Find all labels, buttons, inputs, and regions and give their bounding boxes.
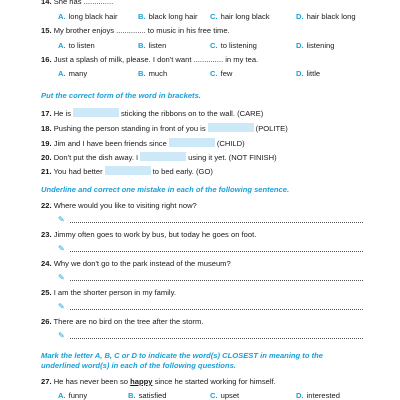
section-heading-correct-mistake: Underline and correct one mistake in each of the following sentence.: [41, 185, 290, 194]
answer-blank[interactable]: [208, 123, 254, 132]
question-24: [41, 260, 231, 269]
option-b[interactable]: B. much: [138, 69, 168, 78]
question-number: 15.: [41, 26, 52, 35]
pencil-icon: ✎: [58, 331, 65, 340]
question-number: 24.: [41, 259, 52, 268]
pencil-icon: ✎: [58, 273, 65, 282]
question-14: [41, 0, 113, 7]
question-number: 16.: [41, 55, 52, 64]
question-19: 19. Jim and I have been friends since (CHILD): [41, 139, 245, 148]
option-c[interactable]: C. hair long black: [210, 12, 270, 21]
answer-line[interactable]: [58, 245, 363, 254]
answer-line[interactable]: [58, 274, 363, 283]
answer-line[interactable]: [58, 303, 363, 312]
option-b[interactable]: B. satisfied: [128, 391, 167, 400]
question-16-options: [58, 70, 378, 80]
option-a[interactable]: A. many: [58, 69, 88, 78]
option-a[interactable]: A. to listen: [58, 41, 95, 50]
option-c[interactable]: C. to listening: [210, 41, 257, 50]
question-23: [41, 231, 256, 240]
question-number: 17.: [41, 109, 52, 118]
question-15: [41, 27, 230, 36]
question-16: [41, 56, 258, 65]
answer-blank[interactable]: [140, 152, 186, 161]
option-c[interactable]: C. upset: [210, 391, 240, 400]
option-b[interactable]: B. listen: [138, 41, 167, 50]
question-26: [41, 318, 203, 327]
question-27: 27. He has never been so happy since he started working for himself.: [41, 377, 276, 386]
option-d[interactable]: D. little: [296, 69, 321, 78]
question-number: 20.: [41, 153, 52, 162]
question-number: 14.: [41, 0, 52, 6]
question-17: 17. He is sticking the ribbons on to the wall. (CARE): [41, 109, 264, 118]
answer-line[interactable]: [58, 216, 363, 225]
question-27-options: [58, 392, 378, 400]
question-text: She has ..............: [53, 0, 114, 6]
option-b[interactable]: B. black long hair: [138, 12, 198, 21]
question-21: 21. You had better to bed early. (GO): [41, 167, 213, 176]
question-text: Jimmy often goes to work by bus, but today he goes on foot.: [53, 230, 257, 239]
question-number: 21.: [41, 167, 52, 176]
option-a[interactable]: A. funny: [58, 391, 88, 400]
question-text: Where would you like to visiting right now?: [53, 201, 197, 210]
question-20: 20. Don't put the dish away. I using it yet. (NOT FINISH): [41, 153, 277, 162]
question-text: My brother enjoys .............. to music in his free time.: [53, 26, 230, 35]
question-number: 26.: [41, 317, 52, 326]
option-c[interactable]: C. few: [210, 69, 233, 78]
question-number: 25.: [41, 288, 52, 297]
question-25: [41, 289, 176, 298]
answer-blank[interactable]: [73, 108, 119, 117]
question-18: 18. Pushing the person standing in front of you is (POLITE): [41, 124, 288, 133]
question-number: 19.: [41, 139, 52, 148]
section-heading-word-form: Put the correct form of the word in brackets.: [41, 91, 201, 100]
question-number: 27.: [41, 377, 52, 386]
question-text: Why we don't go to the park instead of the museum?: [53, 259, 231, 268]
pencil-icon: ✎: [58, 215, 65, 224]
underlined-word: happy: [130, 377, 153, 386]
question-text: There are no bird on the tree after the storm.: [53, 317, 204, 326]
answer-blank[interactable]: [169, 138, 215, 147]
answer-blank[interactable]: [105, 166, 151, 175]
option-d[interactable]: D. hair black long: [296, 12, 356, 21]
option-d[interactable]: D. listening: [296, 41, 335, 50]
question-number: 18.: [41, 124, 52, 133]
question-22: [41, 202, 197, 211]
answer-line[interactable]: [58, 332, 363, 341]
option-a[interactable]: A. long black hair: [58, 12, 118, 21]
section-heading-closest-meaning: Mark the letter A, B, C or D to indicate the word(s) CLOSEST in meaning to the: [41, 351, 323, 360]
pencil-icon: ✎: [58, 302, 65, 311]
question-14-options: [58, 13, 378, 23]
question-text: Just a splash of milk, please. I don't want .............. in my tea.: [53, 55, 259, 64]
question-number: 23.: [41, 230, 52, 239]
option-d[interactable]: D. interested: [296, 391, 340, 400]
pencil-icon: ✎: [58, 244, 65, 253]
question-15-options: [58, 42, 378, 52]
question-number: 22.: [41, 201, 52, 210]
question-text: I am the shorter person in my family.: [53, 288, 176, 297]
section-heading-closest-meaning-line2: underlined word(s) in each of the following questions.: [41, 361, 236, 370]
